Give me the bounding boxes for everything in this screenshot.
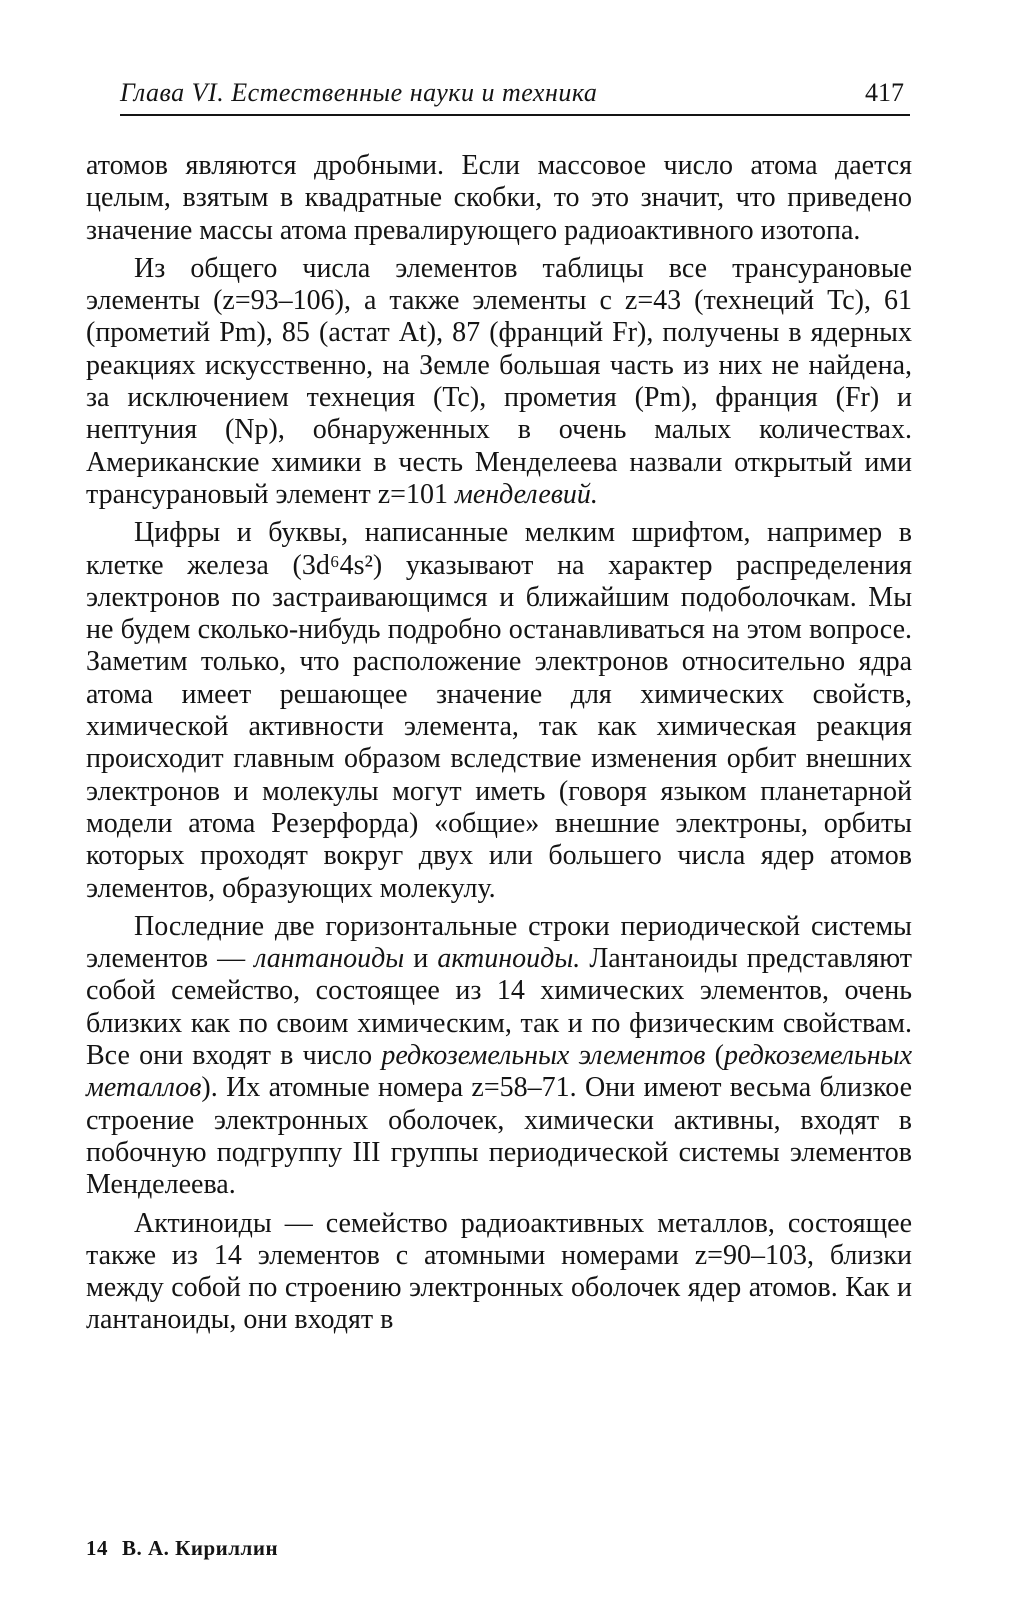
paragraph-2-text: Из общего числа элементов таблицы все трансурановые элементы (z=93–106), а также элементы с z=43 (технеций Tc), 61 (прометий Pm), 85 (астат At), 87 (франций Fr), получены в ядерных реакциях искусственно, на Земле большая часть из них не найдена, за исключением технеция (Tc), прометия (Pm), франция (Fr) и нептуния (Np), обнаруженных в очень малых количествах. Американские химики в честь Менделеева назвали открытый ими трансурановый элемент z=101 (86, 252, 912, 510)
paragraph-2 (86, 253, 912, 511)
paragraph-3: Цифры и буквы, написанные мелким шрифтом, например в клетке железа (3d⁶4s²) указывают на характер распределения электронов по застраивающимся и ближайшим подоболочкам. Мы не будем сколько-нибудь подробно останавливаться на этом вопросе. Заметим только, что расположение электронов относительно ядра атома имеет решающее значение для химических свойств, химической активности элемента, так как химическая реакция происходит главным образом вследствие изменения орбит внешних электронов и молекулы могут иметь (говоря языком планетарной модели атома Резерфорда) «общие» внешние электроны, орбиты которых проходят вокруг двух или большего числа ядер атомов элементов, образующих молекулу. (86, 517, 912, 904)
mendelevium-term: менделевий. (454, 478, 598, 510)
paragraph-4-text-a: Последние две горизонтальные строки периодической системы элементов — (86, 910, 912, 975)
paragraph-5: Актиноиды — семейство радиоактивных металлов, состоящее также из 14 элементов с атомными номерами z=90–103, близки между собой по строению электронных оболочек ядер атомов. Как и лантаноиды, они входят в (86, 1207, 912, 1336)
rare-earth-metals-term: редкоземельных металлов (86, 1040, 913, 1104)
body-text (86, 150, 912, 1343)
rare-earth-elements-term: редкоземельных элементов (381, 1040, 706, 1072)
author-name: В. А. Кириллин (122, 1536, 279, 1560)
actinides-term: актиноиды. (437, 943, 581, 975)
running-title: Глава VI. Естественные науки и техника (120, 78, 598, 107)
paragraph-4-text-d: ( (705, 1040, 724, 1072)
lanthanides-term: лантаноиды (254, 943, 405, 975)
page-number: 417 (865, 78, 904, 107)
running-header (120, 74, 910, 116)
paragraph-4 (86, 911, 912, 1202)
signature-number: 14 (86, 1536, 108, 1560)
paragraph-4-text-e: ). Их атомные номера z=58–71. Они имеют весьма близкое строение электронных оболочек, химически активны, входят в побочную подгруппу III группы периодической системы элементов Менделеева. (86, 1072, 912, 1201)
paragraph-4-text-c: Лантаноиды представляют собой семейство, состоящее из 14 химических элементов, очень близких как по своим химическим, так и по физическим свойствам. Все они входят в число (86, 943, 913, 1072)
paragraph-4-text-b: и (404, 943, 438, 975)
signature-footer (86, 1536, 278, 1561)
paragraph-1: атомов являются дробными. Если массовое число атома дается целым, взятым в квадратные скобки, то это значит, что приведено значение массы атома превалирующего радиоактивного изотопа. (86, 150, 912, 246)
